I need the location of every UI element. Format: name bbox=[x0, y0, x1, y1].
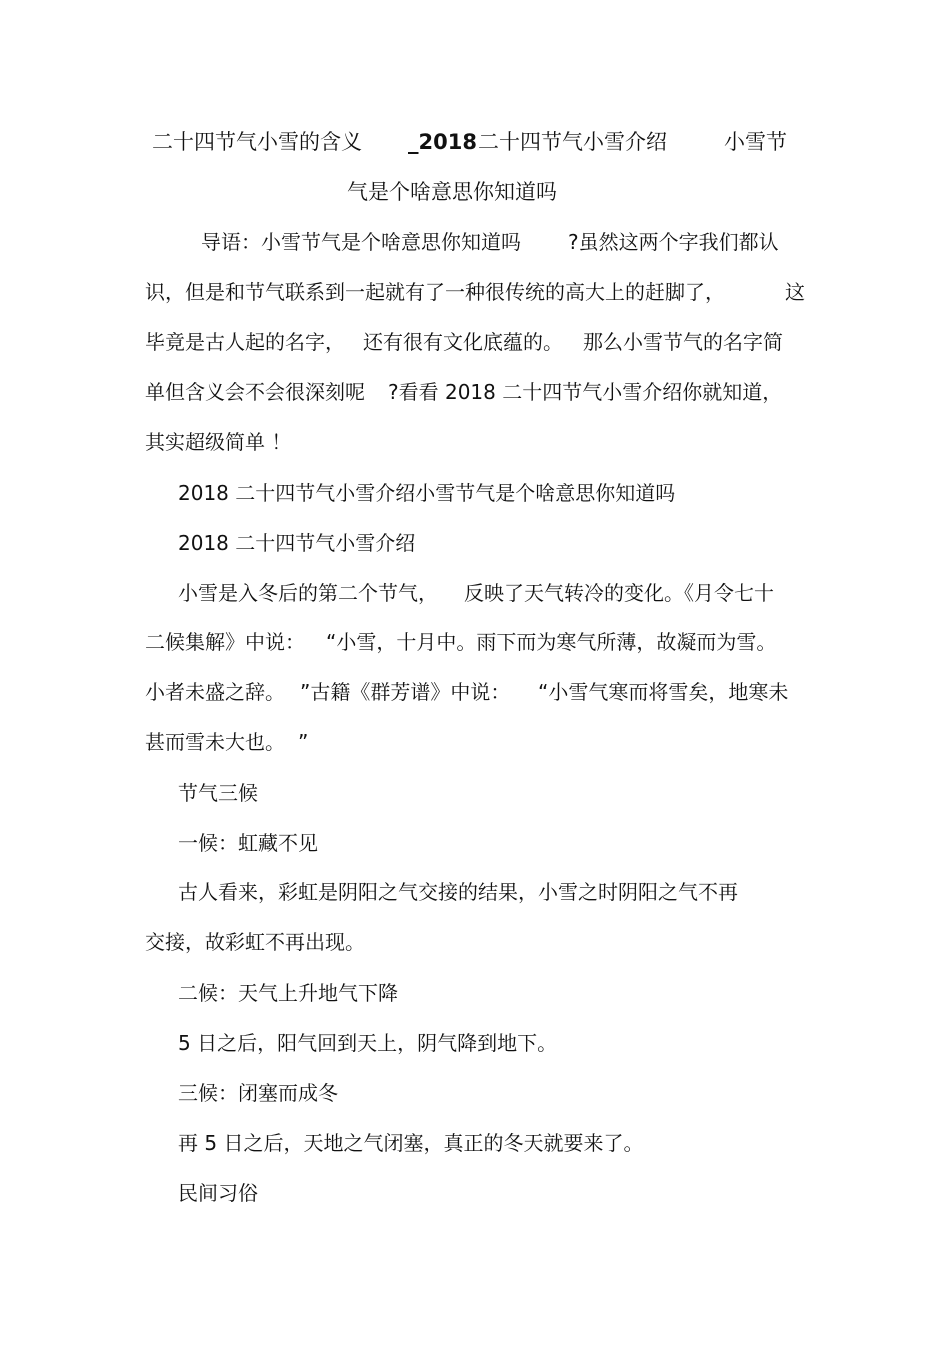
intro-line-1b: ?虽然这两个字我们都认 bbox=[568, 230, 779, 254]
intro-line-2a: 识，但是和节气联系到一起就有了一种很传统的高大上的赶脚了， bbox=[145, 280, 725, 304]
para1-line-4b: ” bbox=[298, 730, 309, 754]
hou1-title: 一候：虹藏不见 bbox=[178, 831, 318, 855]
intro-line-3b: 还有很有文化底蕴的。 bbox=[363, 330, 563, 354]
hou3-text: 再 5 日之后，天地之气闭塞，真正的冬天就要来了。 bbox=[178, 1131, 644, 1155]
intro-line-4b: ?看看 2018 二十四节气小雪介绍你就知道， bbox=[388, 380, 783, 404]
intro-line-3a: 毕竟是古人起的名字， bbox=[145, 330, 345, 354]
title-part-1: 二十四节气小雪的含义 bbox=[152, 130, 362, 154]
heading-1: 2018 二十四节气小雪介绍小雪节气是个啥意思你知道吗 bbox=[178, 481, 676, 505]
hou2-title: 二候：天气上升地气下降 bbox=[178, 981, 398, 1005]
intro-line-5a: 其实超级简单 ！ bbox=[145, 430, 292, 454]
para1-line-3c: “小雪气寒而将雪矣，地寒未 bbox=[538, 680, 789, 704]
intro-line-1a: 导语：小雪节气是个啥意思你知道吗 bbox=[201, 230, 521, 254]
para1-line-1a: 小雪是入冬后的第二个节气， bbox=[178, 581, 438, 605]
para1-line-3b: ”古籍《群芳谱》中说： bbox=[300, 680, 511, 704]
section-three-hou: 节气三候 bbox=[178, 781, 258, 805]
title-part-2: _2018 bbox=[408, 130, 477, 154]
hou3-title: 三候：闭塞而成冬 bbox=[178, 1081, 338, 1105]
para1-line-3a: 小者未盛之辞。 bbox=[145, 680, 285, 704]
para1-line-4a: 甚而雪未大也。 bbox=[145, 730, 285, 754]
hou1-text-line-1: 古人看来，彩虹是阴阳之气交接的结果，小雪之时阴阳之气不再 bbox=[178, 880, 738, 904]
heading-2: 2018 二十四节气小雪介绍 bbox=[178, 531, 416, 555]
title-part-3: 二十四节气小雪介绍 bbox=[478, 130, 667, 154]
intro-line-2b: 这 bbox=[785, 280, 805, 304]
hou2-text: 5 日之后，阳气回到天上，阴气降到地下。 bbox=[178, 1031, 558, 1055]
hou1-text-line-2: 交接，故彩虹不再出现。 bbox=[145, 930, 365, 954]
intro-line-3c: 那么小雪节气的名字简 bbox=[583, 330, 783, 354]
para1-line-2a: 二候集解》中说： bbox=[145, 630, 305, 654]
section-customs: 民间习俗 bbox=[178, 1181, 258, 1205]
intro-line-4a: 单但含义会不会很深刻呢 bbox=[145, 380, 365, 404]
title-part-4: 小雪节 bbox=[724, 130, 787, 154]
title-line-2: 气是个啥意思你知道吗 bbox=[347, 180, 557, 204]
para1-line-2b: “小雪，十月中。雨下而为寒气所薄，故凝而为雪。 bbox=[326, 630, 777, 654]
para1-line-1b: 反映了天气转冷的变化。《月令七十 bbox=[464, 581, 774, 605]
